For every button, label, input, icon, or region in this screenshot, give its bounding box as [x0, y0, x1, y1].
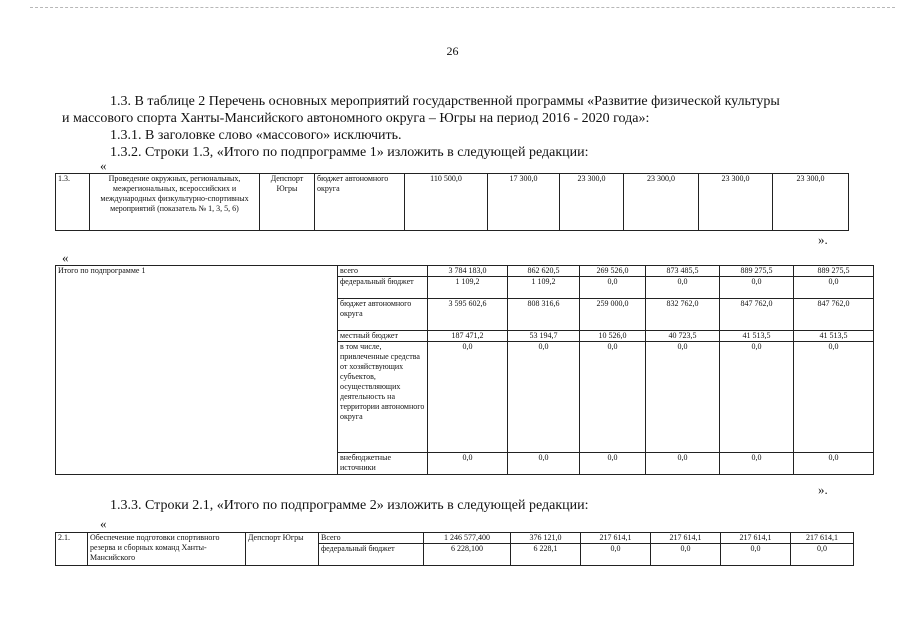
value-cell: 1 246 577,400: [424, 533, 511, 544]
value-cell: 40 723,5: [646, 331, 720, 342]
table-row-1-3: [55, 173, 849, 231]
value-cell: 0,0: [720, 342, 794, 453]
value-cell: 1 109,2: [428, 277, 508, 299]
value-cell: 0,0: [720, 277, 794, 299]
page-number: 26: [446, 44, 459, 58]
value-cell: 889 275,5: [794, 266, 874, 277]
value-cell: 17 300,0: [488, 174, 560, 231]
paragraph-1-3-line-1: 1.3. В таблице 2 Перечень основных мероприятий государственной программы «Развитие физической культуры: [110, 94, 780, 109]
value-cell: 23 300,0: [699, 174, 773, 231]
value-cell: 0,0: [791, 544, 854, 566]
value-cell: 0,0: [428, 453, 508, 475]
value-cell: 832 762,0: [646, 299, 720, 331]
value-cell: 808 316,6: [508, 299, 580, 331]
open-quote-1: «: [100, 158, 107, 173]
value-cell: 0,0: [508, 453, 580, 475]
value-cell: 0,0: [721, 544, 791, 566]
value-cell: 53 194,7: [508, 331, 580, 342]
value-cell: 862 620,5: [508, 266, 580, 277]
value-cell: 217 614,1: [581, 533, 651, 544]
value-cell: 6 228,100: [424, 544, 511, 566]
funding-source: всего: [338, 266, 428, 277]
event-name: Проведение окружных, региональных, межрегиональных, всероссийских и международных физкультурно-спортивных мероприятий (показатель № 1, 3, 5, 6): [90, 174, 260, 231]
value-cell: 847 762,0: [794, 299, 874, 331]
funding-source: бюджет автономного округа: [338, 299, 428, 331]
close-quote-1: ».: [818, 232, 828, 247]
value-cell: 217 614,1: [721, 533, 791, 544]
value-cell: 0,0: [720, 453, 794, 475]
value-cell: 0,0: [646, 342, 720, 453]
funding-source: местный бюджет: [338, 331, 428, 342]
value-cell: 187 471,2: [428, 331, 508, 342]
value-cell: 873 485,5: [646, 266, 720, 277]
value-cell: 0,0: [794, 277, 874, 299]
funding-source: Всего: [319, 533, 424, 544]
value-cell: 1 109,2: [508, 277, 580, 299]
value-cell: 847 762,0: [720, 299, 794, 331]
value-cell: 269 526,0: [580, 266, 646, 277]
value-cell: 110 500,0: [405, 174, 488, 231]
funding-source: в том числе, привлеченные средства от хозяйствующих субъектов, осуществляющих деятельность на территории автономного округа: [338, 342, 428, 453]
funding-source: федеральный бюджет: [319, 544, 424, 566]
value-cell: 23 300,0: [560, 174, 624, 231]
value-cell: 0,0: [794, 453, 874, 475]
value-cell: 217 614,1: [651, 533, 721, 544]
value-cell: 0,0: [580, 277, 646, 299]
value-cell: 0,0: [508, 342, 580, 453]
event-name: Обеспечение подготовки спортивного резерва и сборных команд Ханты-Мансийского: [88, 533, 246, 566]
value-cell: 3 784 183,0: [428, 266, 508, 277]
open-quote-2: «: [62, 250, 69, 265]
value-cell: 0,0: [580, 453, 646, 475]
paragraph-1-3-3: 1.3.3. Строки 2.1, «Итого по подпрограмме 2» изложить в следующей редакции:: [110, 498, 589, 513]
value-cell: 376 121,0: [511, 533, 581, 544]
value-cell: 0,0: [651, 544, 721, 566]
row-number: 2.1.: [56, 533, 88, 566]
table-row-2-1: [55, 532, 854, 566]
value-cell: 23 300,0: [624, 174, 699, 231]
value-cell: 0,0: [580, 342, 646, 453]
value-cell: 6 228,1: [511, 544, 581, 566]
value-cell: 0,0: [646, 277, 720, 299]
value-cell: 23 300,0: [773, 174, 849, 231]
funding-source: бюджет автономного округа: [315, 174, 405, 231]
value-cell: 889 275,5: [720, 266, 794, 277]
scan-artifact-line: [30, 7, 895, 8]
table-subprogram-1-total: [55, 265, 874, 475]
paragraph-1-3-1: 1.3.1. В заголовке слово «массового» исключить.: [110, 128, 402, 143]
value-cell: 0,0: [428, 342, 508, 453]
row-number: 1.3.: [56, 174, 90, 231]
value-cell: 259 000,0: [580, 299, 646, 331]
paragraph-1-3-line-2: и массового спорта Ханты-Мансийского автономного округа – Югры на период 2016 - 2020 года»:: [62, 111, 650, 126]
value-cell: 41 513,5: [720, 331, 794, 342]
value-cell: 0,0: [794, 342, 874, 453]
funding-source: внебюджетные источники: [338, 453, 428, 475]
value-cell: 0,0: [581, 544, 651, 566]
value-cell: 217 614,1: [791, 533, 854, 544]
close-quote-2: ».: [818, 482, 828, 497]
funding-source: федеральный бюджет: [338, 277, 428, 299]
value-cell: 0,0: [646, 453, 720, 475]
executor: Депспорт Югры: [246, 533, 319, 566]
value-cell: 3 595 602,6: [428, 299, 508, 331]
paragraph-1-3-2: 1.3.2. Строки 1.3, «Итого по подпрограмме 1» изложить в следующей редакции:: [110, 145, 589, 160]
value-cell: 10 526,0: [580, 331, 646, 342]
open-quote-3: «: [100, 516, 107, 531]
executor: Депспорт Югры: [260, 174, 315, 231]
subprogram-total-label: Итого по подпрограмме 1: [56, 266, 338, 475]
value-cell: 41 513,5: [794, 331, 874, 342]
